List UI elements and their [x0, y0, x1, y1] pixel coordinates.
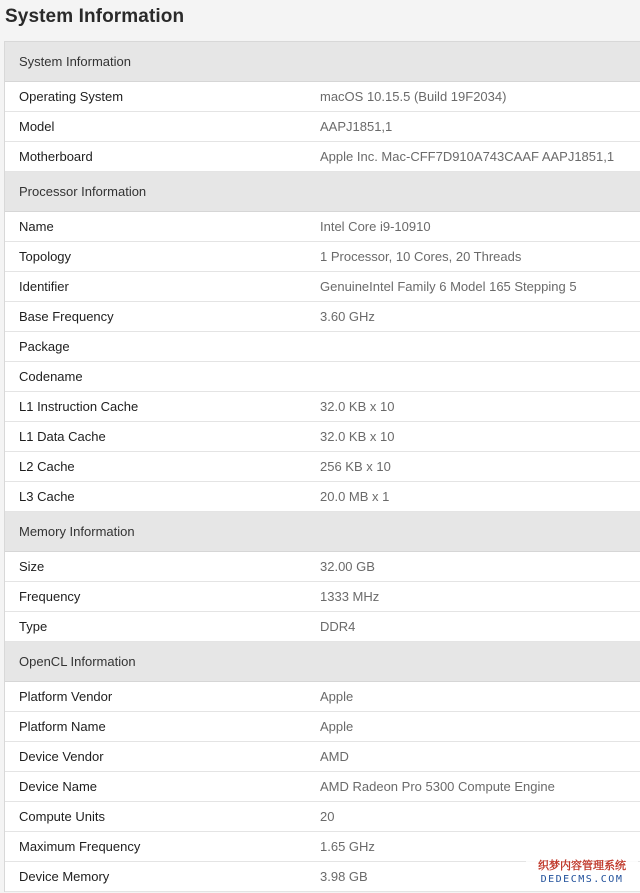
section-header-memory: Memory Information: [5, 512, 640, 552]
row-label: Size: [19, 559, 45, 574]
row-value: 32.0 KB x 10: [320, 399, 395, 414]
row-value: DDR4: [320, 619, 356, 634]
row-value: 3.98 GB: [320, 869, 368, 884]
site-watermark: [526, 859, 638, 889]
row-label: Compute Units: [19, 809, 105, 824]
row-label: L2 Cache: [19, 459, 75, 474]
table-row: [5, 452, 640, 482]
row-value: 20: [320, 809, 335, 824]
row-label: L3 Cache: [19, 489, 75, 504]
row-label: Platform Vendor: [19, 689, 113, 704]
section-header-processor: Processor Information: [5, 172, 640, 212]
table-row: [5, 482, 640, 512]
row-value: 32.0 KB x 10: [320, 429, 395, 444]
table-row: [5, 272, 640, 302]
table-row: [5, 112, 640, 142]
row-label: Frequency: [19, 589, 81, 604]
row-label: L1 Instruction Cache: [19, 399, 139, 414]
watermark-line1: 织梦内容管理系统: [538, 860, 626, 872]
row-value: Intel Core i9-10910: [320, 219, 431, 234]
row-value: 1 Processor, 10 Cores, 20 Threads: [320, 249, 522, 264]
row-value: AAPJ1851,1: [320, 119, 393, 134]
section-header-opencl: OpenCL Information: [5, 642, 640, 682]
table-row: [5, 772, 640, 802]
row-value: 1333 MHz: [320, 589, 380, 604]
row-label: Topology: [19, 249, 72, 264]
row-value: 1.65 GHz: [320, 839, 375, 854]
row-label: L1 Data Cache: [19, 429, 106, 444]
row-value: Apple: [320, 689, 354, 704]
table-row: [5, 802, 640, 832]
row-value: macOS 10.15.5 (Build 19F2034): [320, 89, 507, 104]
table-row: [5, 242, 640, 272]
row-label: Identifier: [19, 279, 69, 294]
row-value: 3.60 GHz: [320, 309, 375, 324]
row-label: Operating System: [19, 89, 124, 104]
row-value: Apple Inc. Mac-CFF7D910A743CAAF AAPJ1851,1: [320, 149, 615, 164]
row-value: AMD Radeon Pro 5300 Compute Engine: [320, 779, 555, 794]
row-value: 32.00 GB: [320, 559, 375, 574]
row-label: Device Name: [19, 779, 98, 794]
row-value: 256 KB x 10: [320, 459, 391, 474]
table-row: [5, 362, 640, 392]
row-label: Base Frequency: [19, 309, 114, 324]
table-row: [5, 212, 640, 242]
table-row: [5, 832, 640, 862]
table-row: [5, 582, 640, 612]
table-row: [5, 392, 640, 422]
row-label: Maximum Frequency: [19, 839, 141, 854]
table-row: [5, 142, 640, 172]
section-header-system: System Information: [5, 42, 640, 82]
row-label: Type: [19, 619, 48, 634]
table-row: [5, 552, 640, 582]
page-title: System Information: [5, 6, 185, 27]
table-row: [5, 682, 640, 712]
row-label: Platform Name: [19, 719, 106, 734]
watermark-line2: DEDECMS.COM: [540, 874, 624, 885]
table-row: [5, 612, 640, 642]
row-value: GenuineIntel Family 6 Model 165 Stepping 5: [320, 279, 577, 294]
table-row: [5, 742, 640, 772]
row-value: 20.0 MB x 1: [320, 489, 390, 504]
row-value: Apple: [320, 719, 354, 734]
row-label: Model: [19, 119, 55, 134]
table-row: [5, 302, 640, 332]
row-label: Name: [19, 219, 54, 234]
table-row: [5, 422, 640, 452]
row-label: Motherboard: [19, 149, 93, 164]
row-label: Device Memory: [19, 869, 110, 884]
table-row: [5, 332, 640, 362]
row-label: Codename: [19, 369, 83, 384]
table-row: [5, 712, 640, 742]
row-label: Device Vendor: [19, 749, 104, 764]
row-value: AMD: [320, 749, 349, 764]
table-row: [5, 82, 640, 112]
row-label: Package: [19, 339, 70, 354]
system-info-panel: [4, 41, 640, 892]
